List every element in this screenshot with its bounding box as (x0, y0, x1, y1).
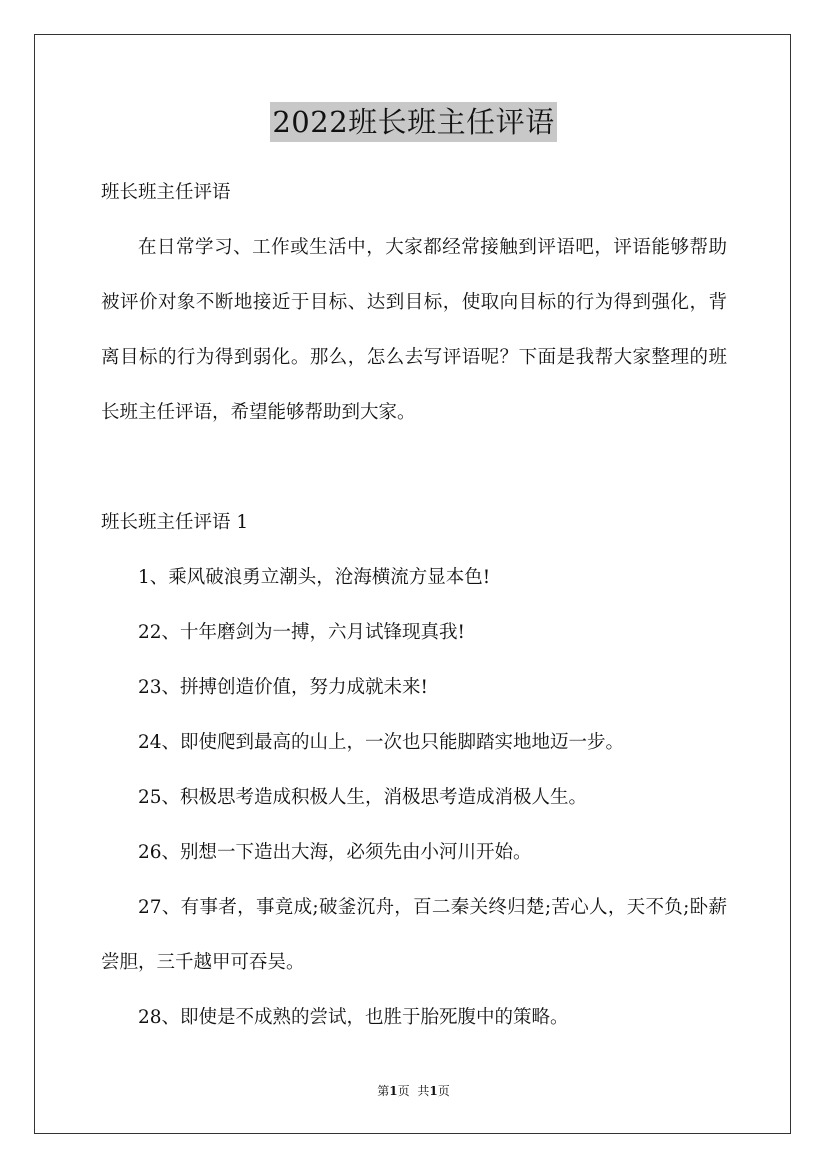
list-item: 25、积极思考造成积极人生，消极思考造成消极人生。 (138, 787, 588, 808)
page-number: 1 (389, 1084, 398, 1098)
paragraph-spacer (101, 440, 727, 496)
list-item: 23、拼搏创造价值，努力成就未来! (138, 677, 428, 698)
document-body (101, 168, 727, 1045)
section-heading: 班长班主任评语 1 (101, 512, 249, 533)
list-item: 28、即使是不成熟的尝试，也胜于胎死腹中的策略。 (138, 1007, 569, 1028)
total-prefix: 共 (417, 1084, 430, 1098)
list-item: 26、别想一下造出大海，必须先由小河川开始。 (138, 842, 532, 863)
list-item: 22、十年磨剑为一搏，六月试锋现真我! (138, 622, 465, 643)
intro-paragraph: 在日常学习、工作或生活中，大家都经常接触到评语吧，评语能够帮助被评价对象不断地接近于目标、达到目标，使取向目标的行为得到强化，背离目标的行为得到弱化。那么，怎么去写评语呢？下面是我帮大家整理的班长班主任评语，希望能够帮助到大家。 (101, 237, 727, 423)
document-heading: 班长班主任评语 (101, 182, 231, 203)
list-item: 27、有事者，事竟成;破釜沉舟，百二秦关终归楚;苦心人，天不负;卧薪尝胆，三千越甲可吞吴。 (101, 897, 727, 973)
list-item: 24、即使爬到最高的山上，一次也只能脚踏实地地迈一步。 (138, 732, 625, 753)
total-pages: 1 (429, 1084, 438, 1098)
page-prefix: 第 (377, 1084, 390, 1098)
page-footer (0, 1082, 827, 1099)
document-title: 2022班长班主任评语 (270, 102, 556, 142)
list-item: 1、乘风破浪勇立潮头，沧海横流方显本色! (138, 567, 491, 588)
page-suffix: 页 (397, 1084, 410, 1098)
total-suffix: 页 (437, 1084, 450, 1098)
title-area (0, 102, 827, 142)
